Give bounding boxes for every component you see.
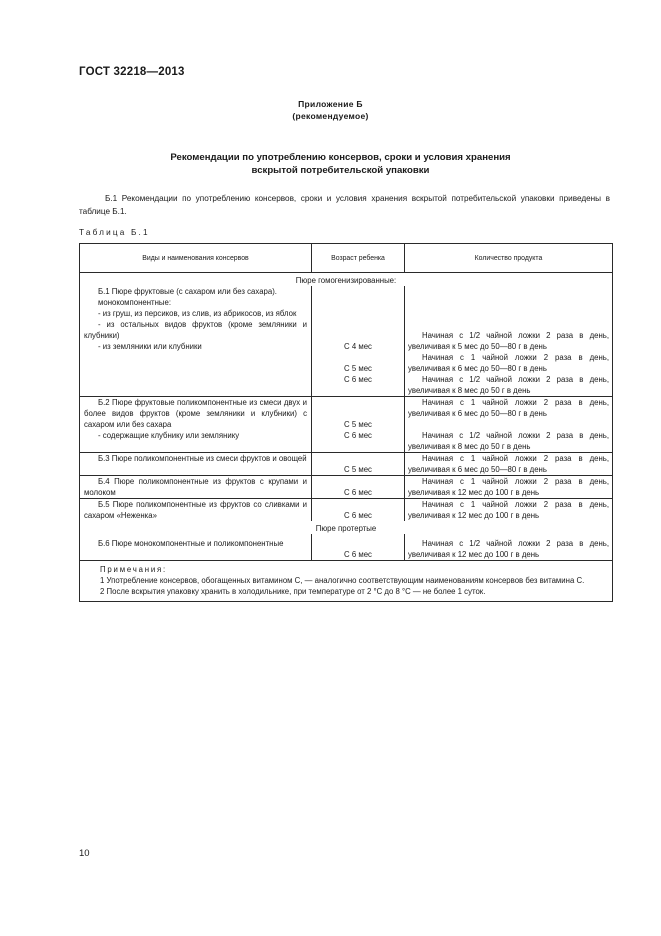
row-b2-amount-2: Начиная с 1/2 чайной ложки 2 раза в день, увеличивая к 8 мес до 50 г в день — [408, 431, 609, 451]
row-b1-amount-3: Начиная с 1/2 чайной ложки 2 раза в день, увеличивая к 8 мес до 50 г в день — [408, 375, 609, 395]
row-b4-age-value: С 6 мес — [344, 488, 372, 497]
row-b6-age-value: С 6 мес — [344, 550, 372, 559]
table-header-row — [80, 244, 613, 273]
notes-row — [80, 561, 613, 602]
page-number: 10 — [79, 848, 90, 859]
row-b5-age-value: С 6 мес — [344, 511, 372, 520]
header-product-amount: Количество продукта — [405, 244, 613, 273]
row-b4-age — [312, 476, 405, 499]
row-b4-title: Б.4 Пюре поликомпонентные из фруктов с крупами и молоком — [84, 477, 307, 497]
table-caption: Таблица Б.1 — [79, 228, 150, 237]
row-b1-item-1: - из груш, из персиков, из слив, из абрикосов, из яблок — [98, 309, 297, 318]
row-b3-amount-value: Начиная с 1 чайной ложки 2 раза в день, увеличивая к 6 мес до 50—80 г в день — [408, 454, 609, 474]
row-b6-title: Б.6 Пюре монокомпонентные и поликомпонентные — [98, 539, 284, 548]
table-row-b4 — [80, 476, 613, 499]
row-b1-amount-2: Начиная с 1 чайной ложки 2 раза в день, увеличивая к 6 мес до 50—80 г в день — [408, 353, 609, 373]
section-row-pureed — [80, 521, 613, 534]
row-b1-age-3: С 6 мес — [344, 375, 372, 384]
row-b1-age — [312, 286, 405, 397]
header-product-types: Виды и наименования консервов — [80, 244, 312, 273]
row-b3-name — [80, 453, 312, 476]
table-row-b6 — [80, 534, 613, 561]
note-2: 2 После вскрытия упаковку хранить в холодильнике, при температуре от 2 °С до 8 °С — не более 1 суток. — [100, 587, 486, 596]
row-b2-name — [80, 397, 312, 453]
row-b1-item-3: - из земляники или клубники — [98, 342, 202, 351]
row-b4-amount — [405, 476, 613, 499]
intro-paragraph: Б.1 Рекомендации по употреблению консервов, сроки и условия хранения вскрытой потребительской упаковки приведены в таблице Б.1. — [79, 194, 610, 216]
row-b3-amount — [405, 453, 613, 476]
row-b3-age — [312, 453, 405, 476]
row-b6-amount-value: Начиная с 1/2 чайной ложки 2 раза в день, увеличивая к 12 мес до 100 г в день — [408, 539, 609, 559]
appendix-heading — [0, 98, 661, 122]
row-b1-name — [80, 286, 312, 397]
row-b5-name — [80, 499, 312, 522]
note-1: 1 Употребление консервов, обогащенных витамином С, — аналогично соответствующим наименованиям консервов без витамина С. — [100, 576, 585, 585]
section-title-line-1: Рекомендации по употреблению консервов, сроки и условия хранения — [170, 152, 511, 163]
row-b2-title: Б.2 Пюре фруктовые поликомпонентные из смеси двух и более видов фруктов (кроме земляники и клубники) с сахаром или без сахара — [84, 398, 307, 429]
row-b6-age — [312, 534, 405, 561]
table-row-b2 — [80, 397, 613, 453]
section-label-pureed: Пюре протертые — [80, 521, 613, 534]
appendix-status: (рекомендуемое) — [292, 111, 369, 121]
row-b6-amount — [405, 534, 613, 561]
row-b2-age — [312, 397, 405, 453]
header-child-age: Возраст ребенка — [312, 244, 405, 273]
row-b5-age — [312, 499, 405, 522]
row-b2-amount-1: Начиная с 1 чайной ложки 2 раза в день, увеличивая к 6 мес до 50—80 г в день — [408, 398, 609, 418]
section-row-homogenized — [80, 273, 613, 287]
recommendations-table — [79, 243, 613, 602]
table-row-b5 — [80, 499, 613, 522]
row-b5-amount — [405, 499, 613, 522]
row-b1-title: Б.1 Пюре фруктовые (с сахаром или без сахара). — [98, 287, 277, 296]
notes-title: Примечания: — [100, 565, 167, 574]
row-b2-age-1: С 5 мес — [344, 420, 372, 429]
table-row-b3 — [80, 453, 613, 476]
row-b1-amount — [405, 286, 613, 397]
row-b1-age-1: С 4 мес — [344, 342, 372, 351]
document-code: ГОСТ 32218—2013 — [79, 66, 185, 78]
row-b1-item-2: - из остальных видов фруктов (кроме земляники и клубники) — [84, 320, 307, 340]
notes-cell — [80, 561, 613, 602]
row-b3-age-value: С 5 мес — [344, 465, 372, 474]
row-b1-amount-1: Начиная с 1/2 чайной ложки 2 раза в день, увеличивая к 5 мес до 50—80 г в день — [408, 331, 609, 351]
section-label: Пюре гомогенизированные: — [80, 273, 613, 287]
row-b2-item-1: - содержащие клубнику или землянику — [98, 431, 240, 440]
appendix-title: Приложение Б — [298, 99, 363, 109]
row-b6-name — [80, 534, 312, 561]
row-b4-name — [80, 476, 312, 499]
section-title — [90, 152, 591, 177]
row-b3-title: Б.3 Пюре поликомпонентные из смеси фруктов и овощей — [98, 454, 307, 463]
table-row-b1 — [80, 286, 613, 397]
row-b1-age-2: С 5 мес — [344, 364, 372, 373]
row-b2-amount — [405, 397, 613, 453]
row-b5-title: Б.5 Пюре поликомпонентные из фруктов со сливками и сахаром «Неженка» — [84, 500, 307, 520]
row-b4-amount-value: Начиная с 1 чайной ложки 2 раза в день, увеличивая к 12 мес до 100 г в день — [408, 477, 609, 497]
row-b2-age-2: С 6 мес — [344, 431, 372, 440]
section-title-line-2: вскрытой потребительской упаковки — [251, 164, 430, 176]
row-b5-amount-value: Начиная с 1 чайной ложки 2 раза в день, увеличивая к 12 мес до 100 г в день — [408, 500, 609, 520]
row-b1-subtitle: монокомпонентные: — [98, 298, 172, 307]
